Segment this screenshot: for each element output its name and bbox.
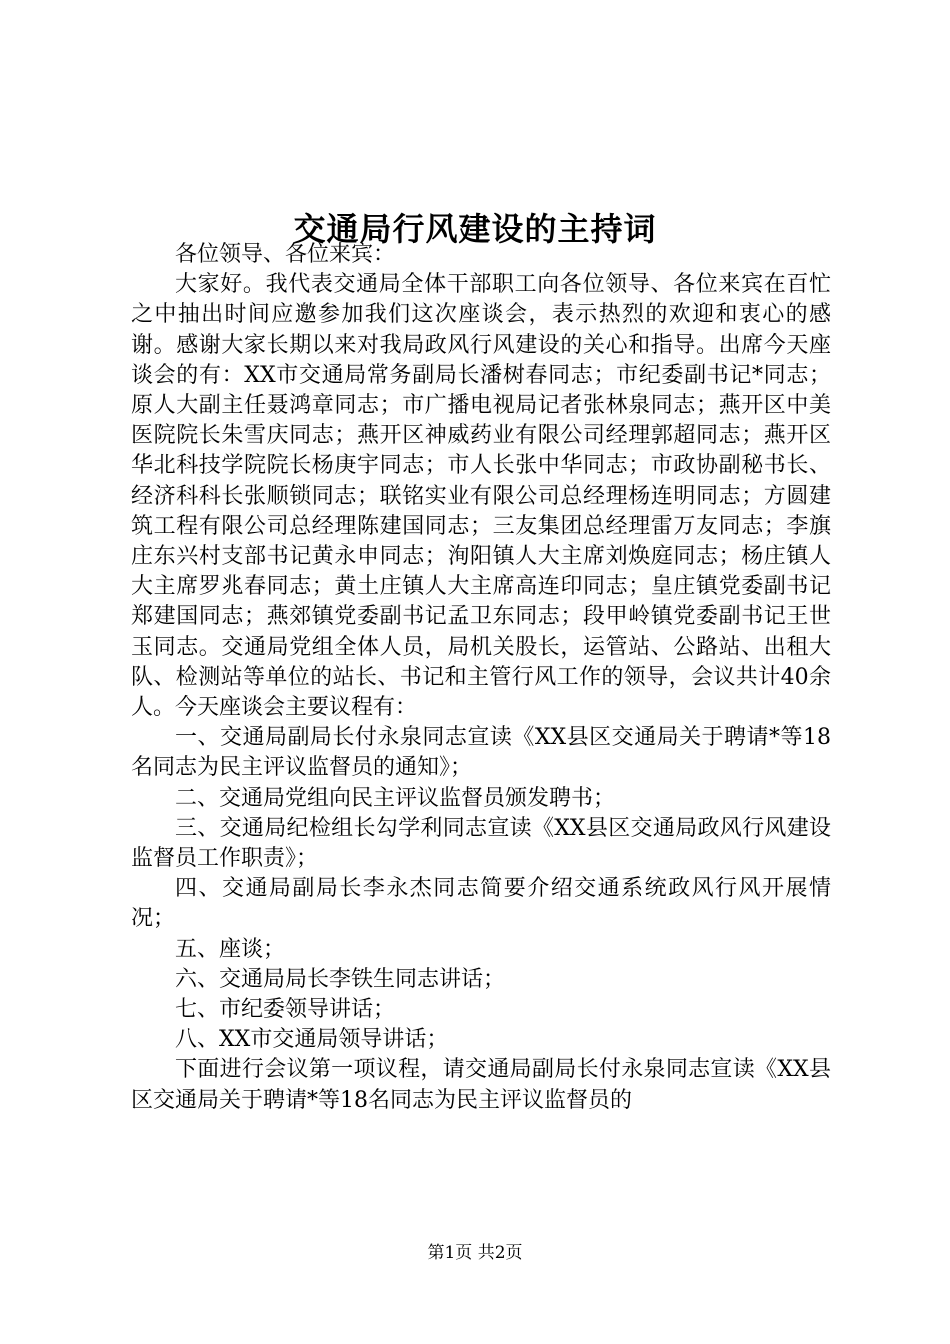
agenda-item-5: 五、座谈； <box>175 936 286 962</box>
paragraph-salutation: 各位领导、各位来宾： <box>175 242 396 267</box>
agenda-item-6: 六、交通局局长李铁生同志讲话； <box>175 966 506 992</box>
document-body <box>131 240 831 1116</box>
agenda-item-2: 二、交通局党组向民主评议监督员颁发聘书； <box>175 785 616 811</box>
agenda-item-1: 一、交通局副局长付永泉同志宣读《XX县区交通局关于聘请*等18名同志为民主评议监督员的通知》； <box>131 725 831 781</box>
agenda-item-7: 七、市纪委领导讲话； <box>175 997 396 1023</box>
paragraph-first-agenda: 下面进行会议第一项议程，请交通局副局长付永泉同志宣读《XX县区交通局关于聘请*等18名同志为民主评议监督员的 <box>131 1057 831 1113</box>
paragraph-opening: 大家好。我代表交通局全体干部职工向各位领导、各位来宾在百忙之中抽出时间应邀参加我们这次座谈会，表示热烈的欢迎和衷心的感谢。感谢大家长期以来对我局政风行风建设的关心和指导。出席今天座谈会的有：XX市交通局常务副局长潘树春同志；市纪委副书记*同志；原人大副主任聂鸿章同志；市广播电视局记者张林泉同志；燕开区中美医院院长朱雪庆同志；燕开区神威药业有限公司经理郭超同志；燕开区华北科技学院院长杨庚宇同志；市人长张中华同志；市政协副秘书长、经济科科长张顺锁同志；联铭实业有限公司总经理杨连明同志；方圆建筑工程有限公司总经理陈建国同志；三友集团总经理雷万友同志；李旗庄东兴村支部书记黄永申同志；洵阳镇人大主席刘焕庭同志；杨庄镇人大主席罗兆春同志；黄土庄镇人大主席高连印同志；皇庄镇党委副书记郑建国同志；燕郊镇党委副书记孟卫东同志；段甲岭镇党委副书记王世玉同志。交通局党组全体人员，局机关股长，运管站、公路站、出租大队、检测站等单位的站长、书记和主管行风工作的领导，会议共计40余人。今天座谈会主要议程有： <box>131 272 831 721</box>
page-number-footer: 第1页 共2页 <box>427 1243 523 1263</box>
agenda-item-8: 八、XX市交通局领导讲话； <box>175 1027 449 1053</box>
agenda-item-3: 三、交通局纪检组长勾学利同志宣读《XX县区交通局政风行风建设监督员工作职责》； <box>131 815 831 872</box>
agenda-item-4: 四、交通局副局长李永杰同志简要介绍交通系统政风行风开展情况； <box>131 876 831 932</box>
page-title: 交通局行风建设的主持词 <box>293 210 657 249</box>
